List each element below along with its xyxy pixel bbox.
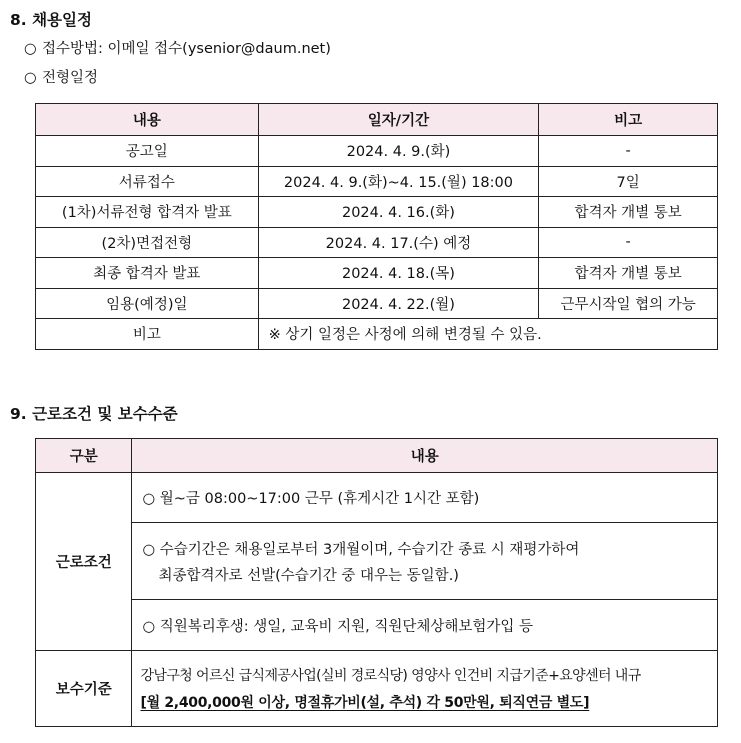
schedule-text: 전형일정 [42, 70, 99, 86]
table-row [36, 227, 718, 258]
table-cell: 임용(예정)일 [36, 288, 259, 319]
table-row [36, 197, 718, 228]
pay-standard-label: 보수기준 [36, 651, 132, 727]
header-remarks: 비고 [539, 104, 718, 136]
table-row [36, 473, 718, 523]
table-cell: 근무시작일 협의 가능 [539, 288, 718, 319]
header-content: 내용 [132, 439, 718, 473]
table-cell: (1차)서류전형 합격자 발표 [36, 197, 259, 228]
table-cell: 2024. 4. 9.(화) [258, 136, 539, 167]
probation-item [132, 523, 718, 600]
table-row [36, 166, 718, 197]
pay-line-1: 강남구청 어르신 급식제공사업(실비 경로식당) 영양사 인건비 지급기준+요양센터 내규 [140, 668, 641, 684]
work-hours-item: ○ 월~금 08:00~17:00 근무 (휴게시간 1시간 포함) [132, 473, 718, 523]
header-content: 내용 [36, 104, 259, 136]
header-category: 구분 [36, 439, 132, 473]
work-table-header [36, 439, 718, 473]
table-cell: 2024. 4. 18.(목) [258, 258, 539, 289]
table-cell: - [539, 136, 718, 167]
pay-standard-content [132, 651, 718, 727]
table-cell: 공고일 [36, 136, 259, 167]
table-cell: 2024. 4. 16.(화) [258, 197, 539, 228]
table-cell: 2024. 4. 9.(화)~4. 15.(월) 18:00 [258, 166, 539, 197]
table-cell: 7일 [539, 166, 718, 197]
welfare-item: ○ 직원복리후생: 생일, 교육비 지원, 직원단체상해보험가입 등 [132, 600, 718, 651]
work-conditions-table [35, 438, 718, 727]
note-text: ※ 상기 일정은 사정에 의해 변경될 수 있음. [258, 319, 717, 350]
table-cell: 서류접수 [36, 166, 259, 197]
schedule-table-header [36, 104, 718, 136]
note-label: 비고 [36, 319, 259, 350]
table-note-row [36, 319, 718, 350]
header-date: 일자/기간 [258, 104, 539, 136]
work-conditions-label: 근로조건 [36, 473, 132, 651]
table-cell: 합격자 개별 통보 [539, 197, 718, 228]
table-row [36, 523, 718, 600]
table-row [36, 600, 718, 651]
table-row [36, 258, 718, 289]
table-row [36, 136, 718, 167]
table-cell: - [539, 227, 718, 258]
bullet-schedule [24, 66, 98, 87]
table-cell: (2차)면접전형 [36, 227, 259, 258]
table-cell: 최종 합격자 발표 [36, 258, 259, 289]
table-cell: 합격자 개별 통보 [539, 258, 718, 289]
probation-line-2: 최종합격자로 선발(수습기간 중 대우는 동일함.) [158, 567, 459, 584]
table-cell: 2024. 4. 17.(수) 예정 [258, 227, 539, 258]
pay-line-2: [월 2,400,000원 이상, 명절휴가비(설, 추석) 각 50만원, 퇴직연금 별도] [140, 695, 590, 711]
bullet-application-method [24, 37, 331, 58]
bullet-circle-icon: ○ [24, 70, 37, 86]
section-8-title: 8. 채용일정 [10, 11, 92, 29]
bullet-circle-icon: ○ [24, 41, 37, 57]
probation-line-1: ○ 수습기간은 채용일로부터 3개월이며, 수습기간 종료 시 재평가하여 [142, 541, 580, 558]
table-row [36, 651, 718, 727]
table-cell: 2024. 4. 22.(월) [258, 288, 539, 319]
application-method-text: 접수방법: 이메일 접수(ysenior@daum.net) [42, 41, 331, 57]
section-9-title: 9. 근로조건 및 보수수준 [10, 405, 178, 423]
schedule-table [35, 103, 718, 350]
table-row [36, 288, 718, 319]
